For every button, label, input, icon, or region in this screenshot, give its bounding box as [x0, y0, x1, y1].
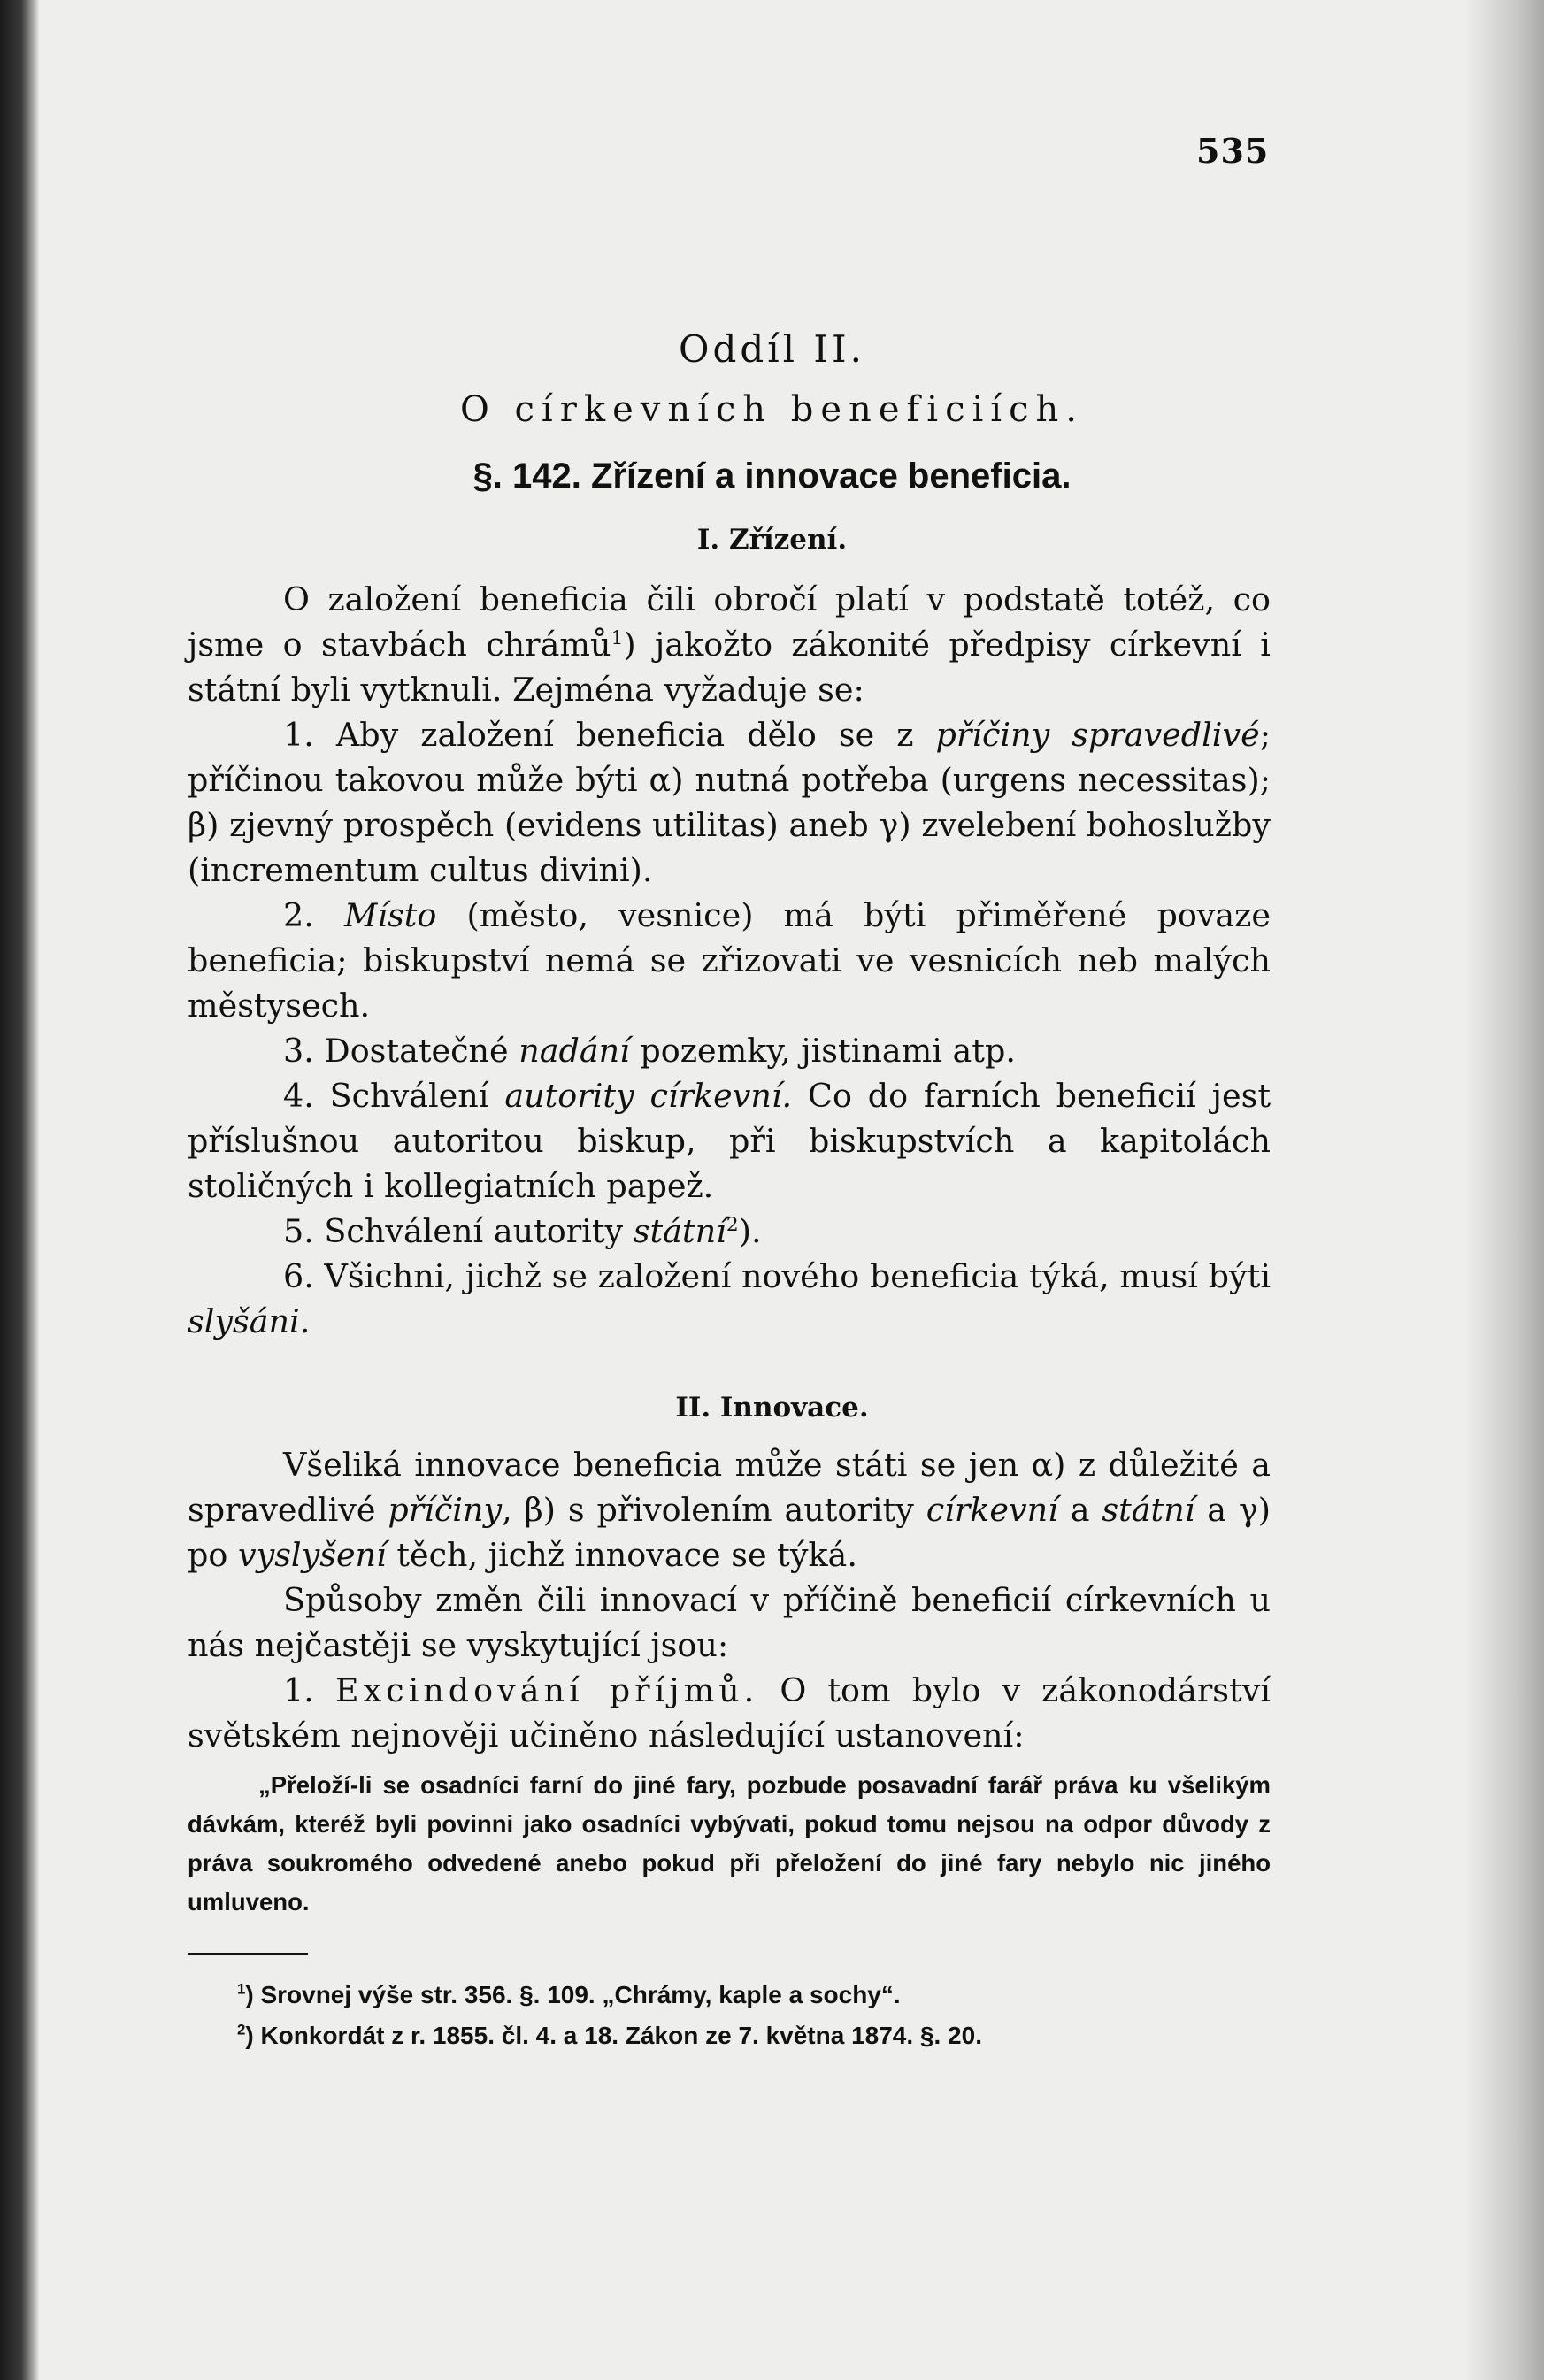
part1-item-1: 1. Aby založení beneficia dělo se z příčiny spravedlivé; příčinou takovou může býti α) nutná potřeba (urgens necessitas); β) zjevný prospěch (evidens utilitas) aneb γ) zvelebení bohoslužby (incrementum cultus divini). — [188, 716, 1271, 889]
part2-paragraph-2: Spůsoby změn čili innovací v příčině beneficií církevních u nás nejčastěji se vyskytující jsou: — [188, 1581, 1271, 1664]
footnote-2: $^2$) Konkordát z r. 1855. čl. 4. a 18. Zákon ze 7. května 1874. §. 20. — [237, 2021, 982, 2049]
section-label: Oddíl II. — [679, 327, 865, 371]
part1-item-2: 2. Místo (město, vesnice) má býti přiměřené povaze beneficia; biskupství nemá se zřizovati ve vesnicích neb malých městysech. — [188, 896, 1271, 1025]
footnote-ref-2: 2 — [726, 1213, 739, 1236]
law-quote — [188, 1766, 1271, 1922]
part1-body — [188, 577, 1271, 1344]
footnote-1: $^1$) Srovnej výše str. 356. §. 109. „Chrámy, kaple a sochy“. — [237, 1980, 901, 2008]
footnotes — [237, 1975, 1290, 2056]
part1-item-5: 5. Schválení autority státní$^2$). — [283, 1212, 762, 1250]
part2-body — [188, 1442, 1271, 1758]
part2-paragraph-1: Všeliká innovace beneficia může státi se jen α) z důležité a spravedlivé příčiny, β) s přivolením autority církevní a státní a γ) po vyslyšení těch, jichž innovace se týká. — [188, 1446, 1271, 1574]
paragraph-title: Zřízení a innovace beneficia. — [591, 457, 1072, 495]
footnote-divider — [188, 1953, 308, 1955]
law-quote-text: „Přeloží-li se osadníci farní do jiné fary, pozbude posavadní farář práva ku všelikým dávkám, kteréž byli povinni jako osadníci vybývati, pokud tomu nejsou na odpor důvody z práva soukromého odvedené anebo pokud při přeložení do jiné fary nebylo nic jiného umluveno. — [188, 1771, 1271, 1916]
footnote-ref-1: 1 — [611, 626, 624, 649]
section-title: O církevních beneficiích. — [460, 389, 1084, 430]
paragraph-number: 142. — [512, 457, 581, 495]
paragraph-sign: §. — [472, 457, 503, 495]
part1-heading: I. Zřízení. — [696, 524, 848, 556]
paragraph-heading — [0, 457, 1544, 496]
part1-item-6: 6. Všichni, jichž se založení nového beneficia týká, musí býti slyšáni. — [188, 1257, 1271, 1340]
part2-heading: II. Innovace. — [675, 1392, 869, 1424]
part1-item-3: 3. Dostatečné nadání pozemky, jistinami atp. — [283, 1032, 1016, 1070]
part2-paragraph-3: 1. Excindování příjmů. O tom bylo v zákonodárství světském nejnověji učiněno následující ustanovení: — [188, 1671, 1271, 1754]
part1-intro: O založení beneficia čili obročí platí v podstatě totéž, co jsme o stavbách chrámů$^1$) jakožto zákonité předpisy církevní i státní byli vytknuli. Zejména vyžaduje se: — [188, 580, 1271, 709]
page-number: 535 — [1196, 131, 1270, 171]
part1-item-4: 4. Schválení autority církevní. Co do farních beneficií jest příslušnou autoritou biskup, při biskupstvích a kapitolách stoličných i kollegiatních papež. — [188, 1077, 1271, 1205]
